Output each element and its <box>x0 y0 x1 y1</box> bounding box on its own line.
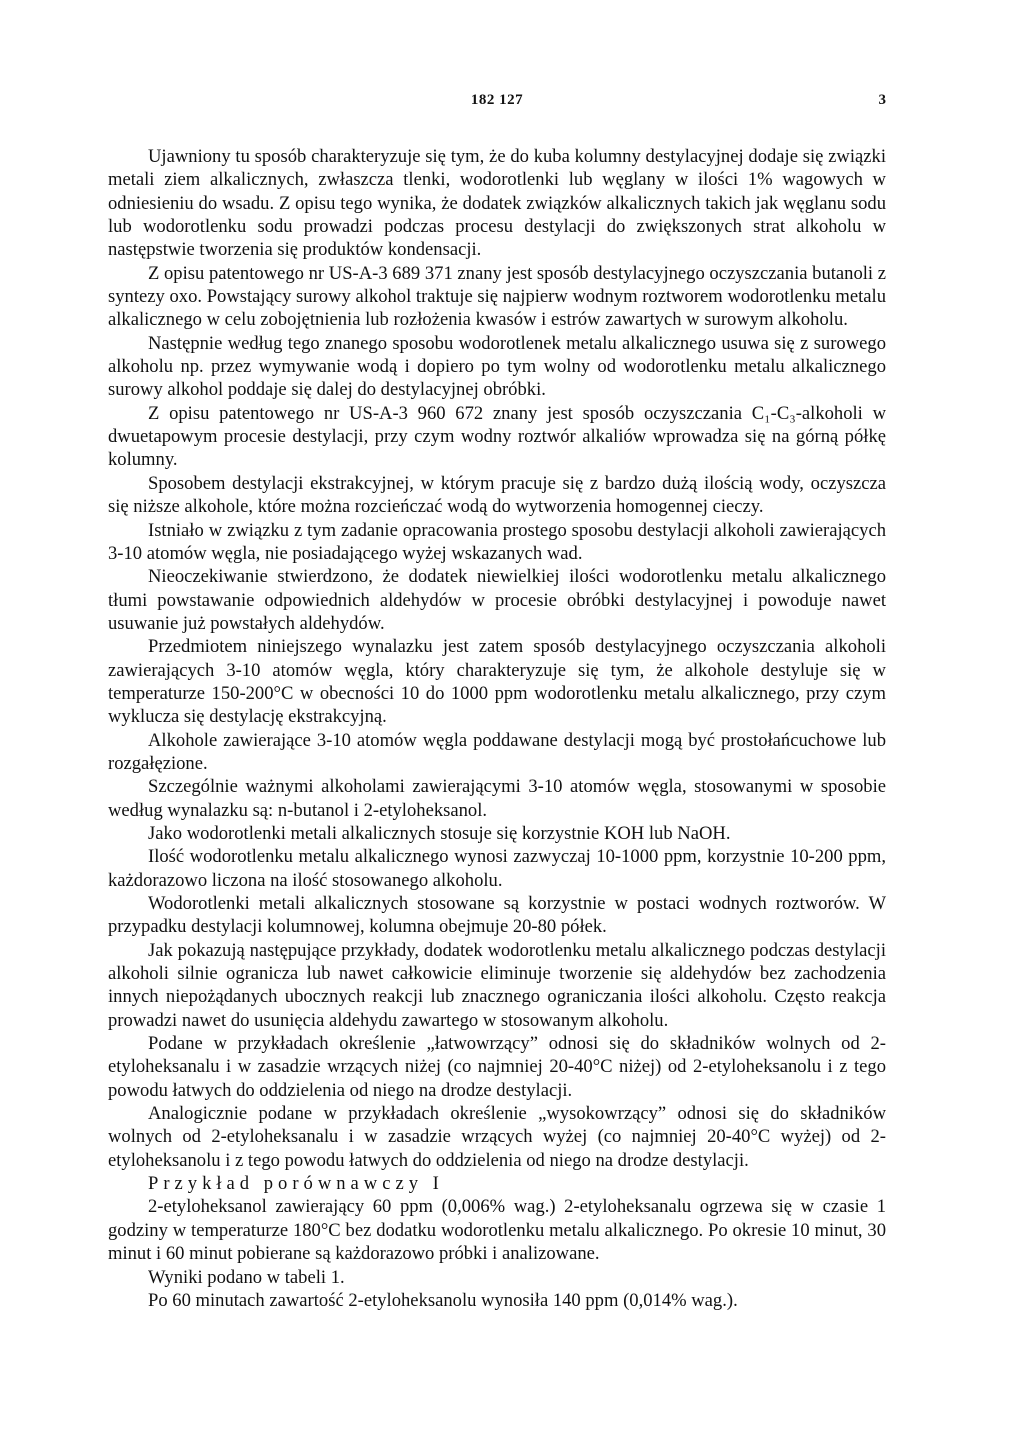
paragraph: Wodorotlenki metali alkalicznych stosowane są korzystnie w postaci wodnych roztworów. W przypadku destylacji kolumnowej, kolumna obejmuje 20-80 półek. <box>108 893 886 938</box>
paragraph: Alkohole zawierające 3-10 atomów węgla poddawane destylacji mogą być prostołańcuchowe lub rozgałęzione. <box>108 729 886 774</box>
paragraph: Następnie według tego znanego sposobu wodorotlenek metalu alkalicznego usuwa się z surowego alkoholu np. przez wymywanie wodą i dopiero po tym wolny od wodorotlenku metalu alkalicznego surowy alkohol poddaje się dalej do destylacyjnej obróbki. <box>108 332 886 401</box>
paragraph: Z opisu patentowego nr US-A-3 960 672 znany jest sposób oczyszczania C₁-C₃-alkoholi w dwuetapowym procesie destylacji, przy czym wodny roztwór alkaliów wprowadza się na górną półkę kolumny. <box>108 402 886 471</box>
example-paragraph: Wyniki podano w tabeli 1. <box>148 1266 345 1288</box>
paragraph: Ujawniony tu sposób charakteryzuje się tym, że do kuba kolumny destylacyjnej dodaje się związki metali ziem alkalicznych, zwłaszcza tlenki, wodorotlenki lub węglany w ilości 1% wagowych w odniesieniu do wsadu. Z opisu tego wynika, że dodatek związków alkalicznych takich jak węglanu sodu lub wodorotlenku sodu prowadzi podczas procesu destylacji do zwiększonych strat alkoholu w następstwie tworzenia się produktów kondensacji. <box>108 146 886 261</box>
page-header <box>108 92 886 116</box>
paragraph: Analogicznie podane w przykładach określenie „wysokowrzący” odnosi się do składników wolnych od 2-etyloheksanalu i w zasadzie wrzących wyżej (co najmniej 20-40°C wyżej) od 2-etyloheksanolu i z tego powodu łatwych do oddzielenia od niego na drodze destylacji. <box>108 1103 886 1171</box>
paragraph: Istniało w związku z tym zadanie opracowania prostego sposobu destylacji alkoholi zawierających 3-10 atomów węgla, nie posiadającego wyżej wskazanych wad. <box>108 519 886 564</box>
paragraph: Z opisu patentowego nr US-A-3 689 371 znany jest sposób destylacyjnego oczyszczania butanoli z syntezy oxo. Powstający surowy alkohol traktuje się najpierw wodnym roztworem wodorotlenku metalu alkalicznego w celu zobojętnienia lub rozłożenia kwasów i estrów zawartych w surowym alkoholu. <box>108 262 886 331</box>
body-text <box>108 145 886 1312</box>
example-paragraph: 2-etyloheksanol zawierający 60 ppm (0,006% wag.) 2-etyloheksanalu ogrzewa się w czasie 1 godziny w temperaturze 180°C bez dodatku wodorotlenku metalu alkalicznego. Po okresie 10 minut, 30 minut i 60 minut pobierane są każdorazowo próbki i analizowane. <box>108 1196 886 1265</box>
paragraph: Jako wodorotlenki metali alkalicznych stosuje się korzystnie KOH lub NaOH. <box>148 822 731 844</box>
paragraph: Szczególnie ważnymi alkoholami zawierającymi 3-10 atomów węgla, stosowanymi w sposobie według wynalazku są: n-butanol i 2-etyloheksanol. <box>108 776 886 821</box>
page-number: 3 <box>878 92 886 108</box>
paragraph: Podane w przykładach określenie „łatwowrzący” odnosi się do składników wolnych od 2-etyloheksanalu i w zasadzie wrzących niżej (co najmniej 20-40°C niżej) od 2-etyloheksanolu i z tego powodu łatwych do oddzielenia od niego na drodze destylacji. <box>108 1033 886 1101</box>
paragraph: Ilość wodorotlenku metalu alkalicznego wynosi zazwyczaj 10-1000 ppm, korzystnie 10-200 ppm, każdorazowo liczona na ilość stosowanego alkoholu. <box>108 846 886 891</box>
example-paragraph: Po 60 minutach zawartość 2-etyloheksanolu wynosiła 140 ppm (0,014% wag.). <box>148 1289 738 1311</box>
paragraph: Sposobem destylacji ekstrakcyjnej, w którym pracuje się z bardzo dużą ilością wody, oczyszcza się niższe alkohole, które można rozcieńczać wodą do wytworzenia homogennej cieczy. <box>108 472 886 518</box>
paragraph: Przedmiotem niniejszego wynalazku jest zatem sposób destylacyjnego oczyszczania alkoholi zawierających 3-10 atomów węgla, który charakteryzuje się tym, że alkohole destyluje się w temperaturze 150-200°C w obecności 10 do 1000 ppm wodorotlenku metalu alkalicznego, przy czym wyklucza się destylację ekstrakcyjną. <box>108 636 886 728</box>
paragraph: Jak pokazują następujące przykłady, dodatek wodorotlenku metalu alkalicznego podczas destylacji alkoholi silnie ogranicza lub nawet całkowicie eliminuje tworzenie się aldehydów bez zachodzenia innych niepożądanych ubocznych reakcji lub znacznego ograniczania ilości alkoholu. Często reakcja prowadzi nawet do usunięcia aldehydu zawartego w stosowanym alkoholu. <box>108 939 886 1031</box>
example-heading: Przykład porównawczy I <box>148 1173 444 1195</box>
patent-number: 182 127 <box>470 92 524 108</box>
paragraph: Nieoczekiwanie stwierdzono, że dodatek niewielkiej ilości wodorotlenku metalu alkalicznego tłumi powstawanie odpowiednich aldehydów w procesie obróbki destylacyjnej i powoduje nawet usuwanie już powstałych aldehydów. <box>108 566 886 634</box>
